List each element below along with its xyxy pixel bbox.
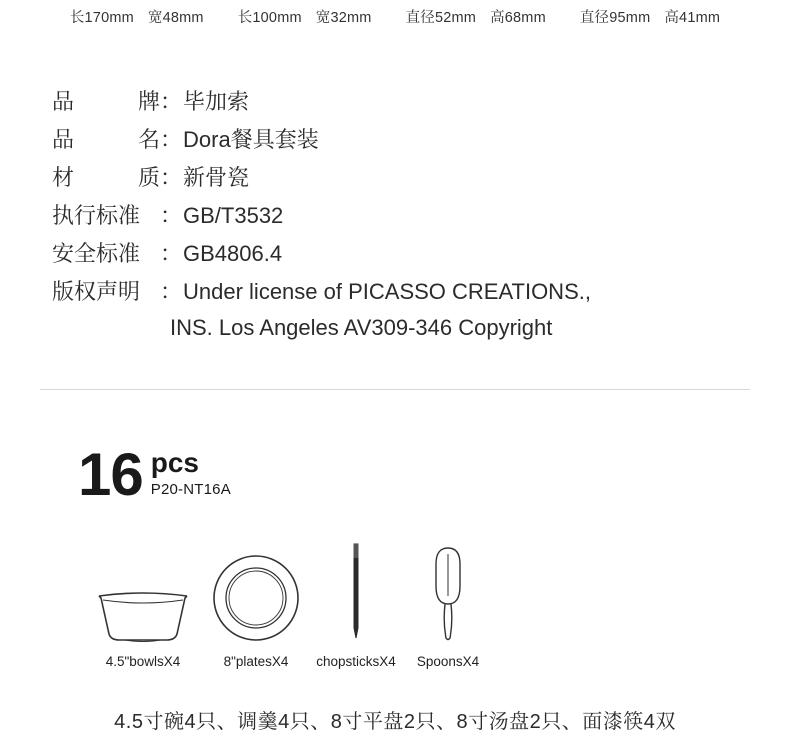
dimension-width: 宽32mm bbox=[315, 10, 372, 26]
dimension-group bbox=[238, 6, 372, 27]
spec-label-text: 执行标准 bbox=[52, 203, 141, 228]
items-row bbox=[0, 542, 790, 669]
spec-value-brand: 毕加索 bbox=[183, 89, 250, 114]
spoon-icon bbox=[429, 542, 467, 642]
spec-value-safety: GB4806.4 bbox=[183, 241, 283, 266]
dimension-diameter: 直径95mm bbox=[579, 10, 651, 26]
item-plate bbox=[202, 542, 310, 669]
spec-label-char: 材 bbox=[52, 165, 75, 190]
spec-label-char: 质 bbox=[137, 165, 160, 190]
spec-label-char: 名 bbox=[137, 127, 160, 152]
spec-label-char: 牌 bbox=[137, 89, 160, 114]
item-caption: chopsticksX4 bbox=[316, 654, 396, 669]
piece-count-block bbox=[0, 441, 790, 508]
spec-row-brand bbox=[52, 83, 750, 121]
spec-colon: ： bbox=[160, 241, 183, 266]
contents-summary: 4.5寸碗4只、调羹4只、8寸平盘2只、8寸汤盘2只、面漆筷4双 bbox=[114, 711, 676, 733]
spec-colon: ： bbox=[160, 89, 183, 114]
dimension-length: 长170mm bbox=[69, 10, 134, 26]
product-spec-list bbox=[0, 83, 790, 345]
spec-row-standard bbox=[52, 197, 750, 235]
section-divider bbox=[40, 389, 750, 390]
spec-value-copyright: Under license of PICASSO CREATIONS., bbox=[183, 279, 591, 304]
model-code: P20-NT16A bbox=[150, 481, 231, 498]
spec-colon: ： bbox=[160, 127, 183, 152]
item-caption: SpoonsX4 bbox=[416, 654, 480, 669]
item-spoon bbox=[402, 542, 494, 669]
spec-label bbox=[52, 83, 160, 121]
spec-row-material bbox=[52, 159, 750, 197]
dimension-height: 高41mm bbox=[664, 10, 721, 26]
spec-label bbox=[52, 273, 160, 311]
dimension-diameter: 直径52mm bbox=[405, 10, 477, 26]
dimension-height: 高68mm bbox=[490, 10, 546, 26]
spec-label bbox=[52, 159, 160, 197]
chopsticks-icon-svg bbox=[346, 542, 366, 642]
chopsticks-icon bbox=[346, 542, 366, 642]
spec-label-char: 品 bbox=[52, 127, 75, 152]
dimension-group bbox=[406, 6, 546, 27]
dimension-group bbox=[580, 6, 720, 27]
plate-icon bbox=[212, 542, 300, 642]
item-caption: 8"platesX4 bbox=[223, 654, 289, 669]
item-chopsticks bbox=[310, 542, 402, 669]
bowl-icon bbox=[95, 542, 191, 642]
spec-label bbox=[52, 121, 160, 159]
piece-count-number: 16 bbox=[78, 441, 143, 508]
item-caption: 4.5"bowlsX4 bbox=[105, 654, 181, 669]
dimension-group bbox=[70, 6, 204, 27]
spec-label-text: 安全标准 bbox=[52, 241, 141, 266]
piece-count-info bbox=[151, 446, 231, 500]
dimension-strip bbox=[0, 0, 790, 27]
spec-value-standard: GB/T3532 bbox=[183, 203, 284, 228]
piece-count-unit: pcs bbox=[150, 447, 199, 478]
spec-colon: ： bbox=[160, 203, 183, 228]
spoon-icon-svg bbox=[429, 546, 467, 642]
dimension-width: 宽48mm bbox=[147, 10, 204, 26]
spec-value-material: 新骨瓷 bbox=[183, 165, 250, 190]
bowl-icon-svg bbox=[95, 590, 191, 642]
dimension-length: 长100mm bbox=[237, 10, 302, 26]
spec-label bbox=[52, 197, 160, 235]
spec-value-copyright-line2: INS. Los Angeles AV309-346 Copyright bbox=[170, 315, 553, 340]
spec-colon: ： bbox=[160, 279, 183, 304]
spec-label-text: 版权声明 bbox=[52, 279, 141, 304]
plate-icon-svg bbox=[212, 554, 300, 642]
spec-label bbox=[52, 235, 160, 273]
spec-value-name: Dora餐具套装 bbox=[183, 127, 319, 152]
spec-row-copyright bbox=[52, 273, 750, 311]
spec-label-char: 品 bbox=[52, 89, 75, 114]
item-bowl bbox=[84, 542, 202, 669]
spec-colon: ： bbox=[160, 165, 183, 190]
spec-row-safety bbox=[52, 235, 750, 273]
spec-row-name bbox=[52, 121, 750, 159]
